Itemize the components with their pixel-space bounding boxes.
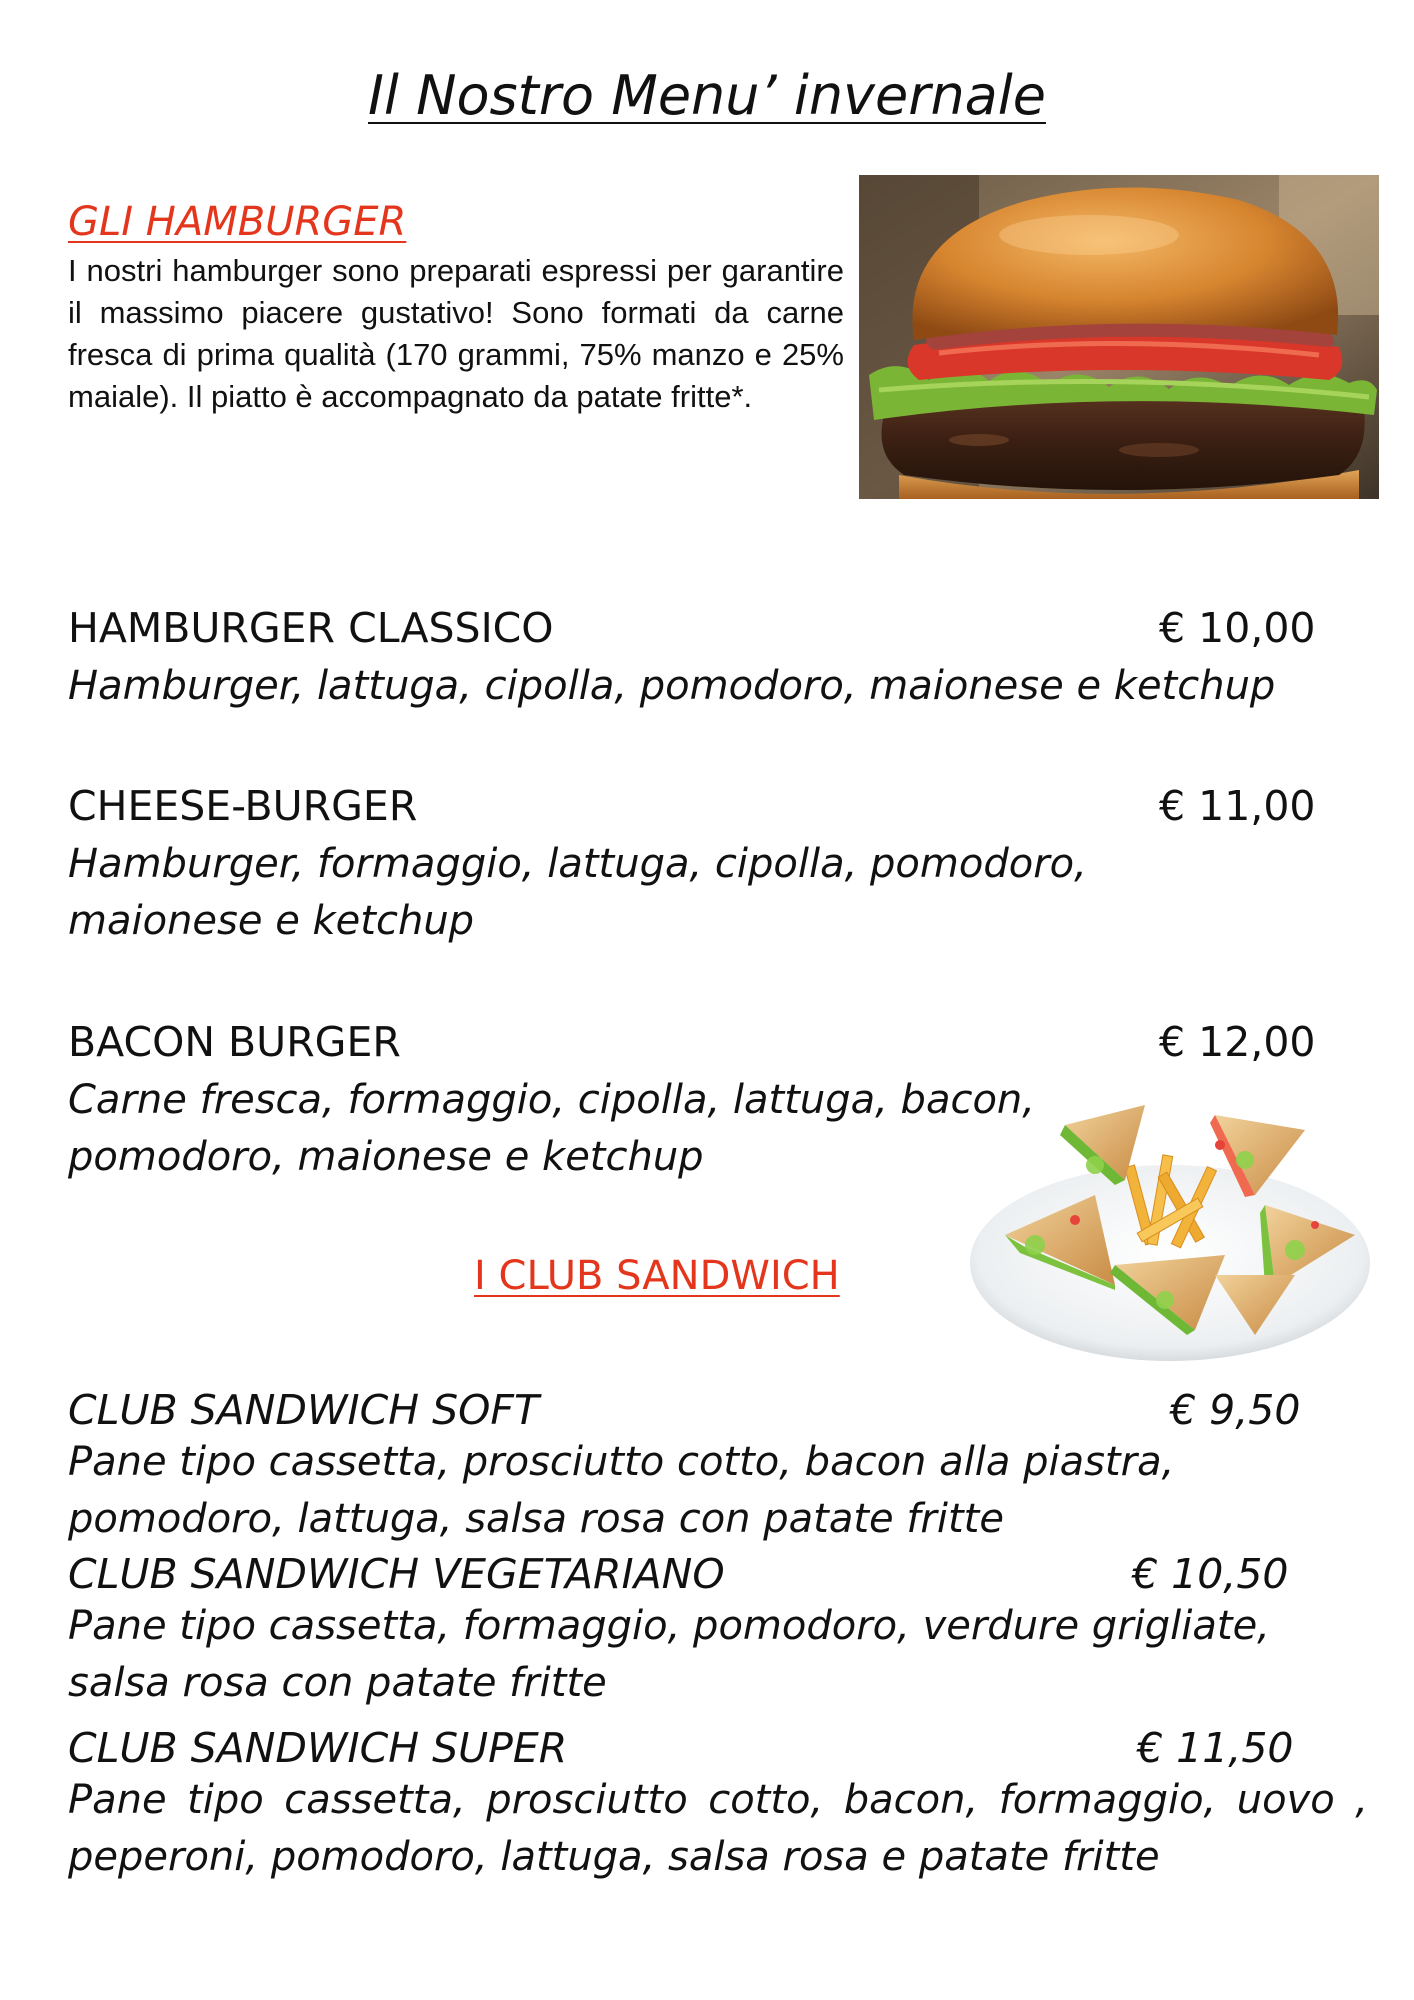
item-description-club-sandwich-vegetariano: Pane tipo cassetta, formaggio, pomodoro, verdure grigliate, salsa rosa con patate fritte — [68, 1603, 1270, 1706]
page-title: Il Nostro Menu’ invernale — [368, 64, 1046, 127]
section-heading-club-sandwich: I CLUB SANDWICH — [474, 1253, 840, 1299]
item-description-cheese-burger: Hamburger, formaggio, lattuga, cipolla, pomodoro, maionese e ketchup — [68, 841, 1087, 944]
item-price-bacon-burger: € 12,00 — [1159, 1018, 1316, 1066]
club-sandwich-illustration — [965, 1085, 1375, 1367]
item-price-club-sandwich-super: € 11,50 — [1137, 1724, 1294, 1772]
item-price-club-sandwich-vegetariano: € 10,50 — [1132, 1550, 1289, 1598]
item-price-club-sandwich-soft: € 9,50 — [1170, 1386, 1301, 1434]
hamburger-intro: I nostri hamburger sono preparati espressi per garantire il massimo piacere gustativo! Sono formati da carne fresca di prima qualità (170 grammi, 75% manzo e 25% maiale). Il piatto è accompagnato da patate fritte*. — [68, 253, 844, 414]
item-name-club-sandwich-super: CLUB SANDWICH SUPER — [68, 1724, 568, 1772]
hamburger-photo — [859, 175, 1379, 499]
item-name-cheese-burger: CHEESE-BURGER — [68, 782, 418, 830]
hamburger-illustration — [859, 175, 1379, 499]
item-name-club-sandwich-vegetariano: CLUB SANDWICH VEGETARIANO — [68, 1550, 725, 1598]
item-description-club-sandwich-soft: Pane tipo cassetta, prosciutto cotto, bacon alla piastra, pomodoro, lattuga, salsa rosa con patate fritte — [68, 1439, 1175, 1542]
item-description-hamburger-classico: Hamburger, lattuga, cipolla, pomodoro, maionese e ketchup — [68, 663, 1276, 709]
item-name-bacon-burger: BACON BURGER — [68, 1018, 401, 1066]
section-heading-hamburger: GLI HAMBURGER — [68, 199, 407, 245]
club-sandwich-photo — [965, 1085, 1375, 1367]
item-price-cheese-burger: € 11,00 — [1159, 782, 1316, 830]
item-name-hamburger-classico: HAMBURGER CLASSICO — [68, 604, 554, 652]
item-name-club-sandwich-soft: CLUB SANDWICH SOFT — [68, 1386, 539, 1434]
item-description-club-sandwich-super: Pane tipo cassetta, prosciutto cotto, bacon, formaggio, uovo , peperoni, pomodoro, lattuga, salsa rosa e patate fritte — [68, 1777, 1368, 1880]
item-price-hamburger-classico: € 10,00 — [1159, 604, 1316, 652]
item-description-bacon-burger: Carne fresca, formaggio, cipolla, lattuga, bacon, pomodoro, maionese e ketchup — [68, 1077, 1035, 1180]
